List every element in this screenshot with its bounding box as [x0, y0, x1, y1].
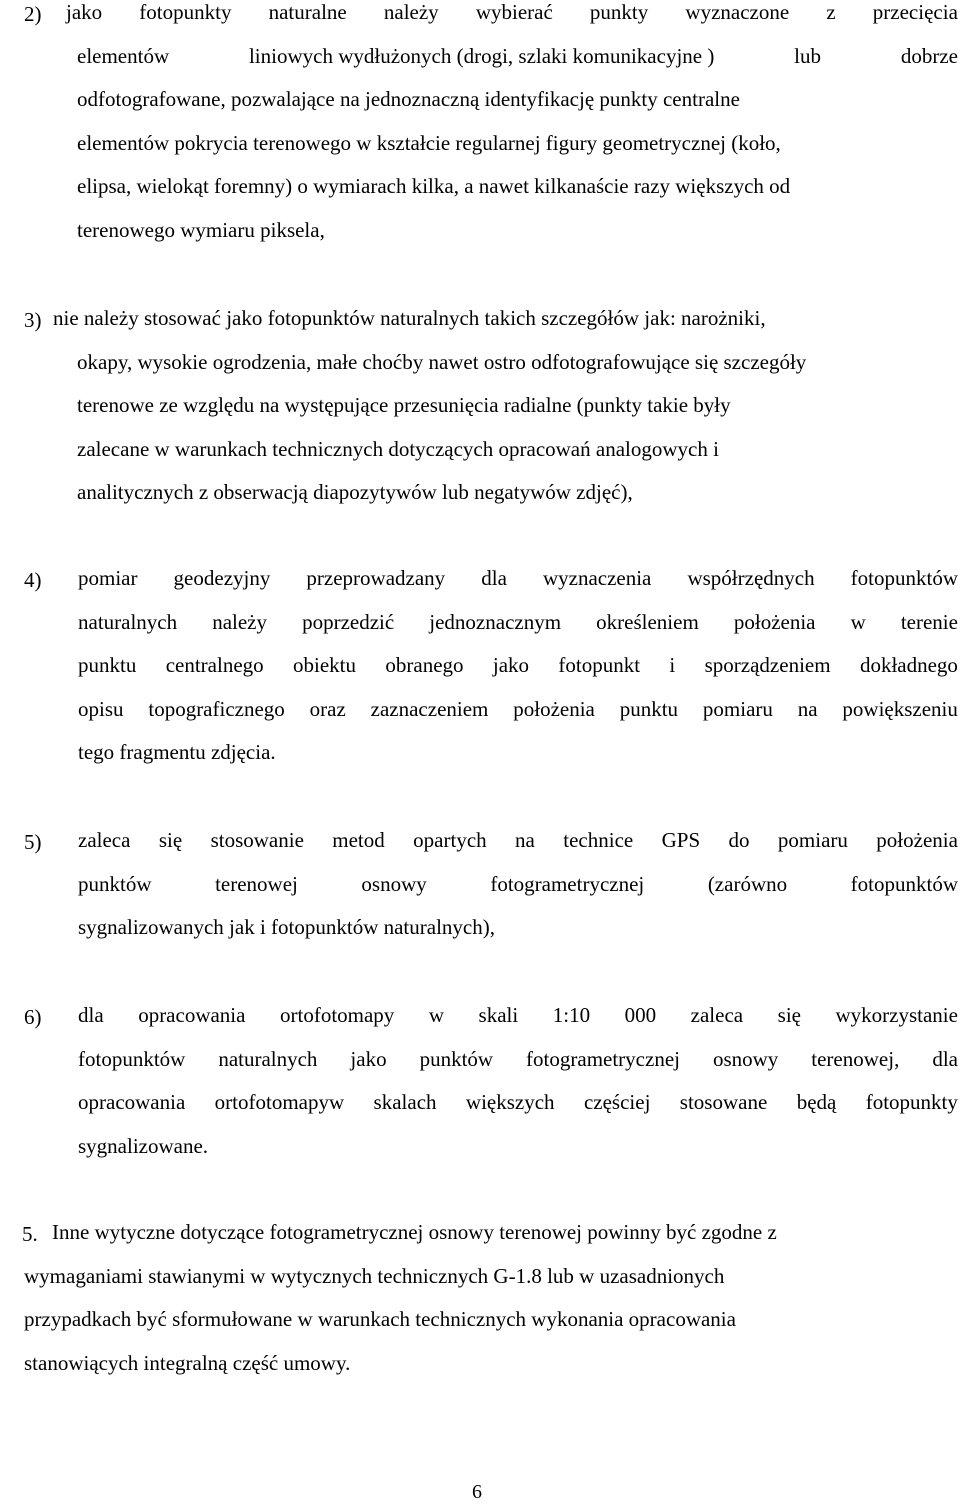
text-segment: wybierać [475, 0, 553, 24]
text-segment: punktu [619, 696, 679, 721]
text-segment: terenowe ze względu na występujące przesunięcia radialne (punkty takie były [77, 393, 731, 417]
text-line [24, 1092, 958, 1136]
text-line [24, 696, 958, 743]
text-line [24, 482, 958, 526]
text-segment: pomiaru [702, 696, 773, 721]
text-segment: zaznaczeniem [370, 696, 489, 721]
text-segment: pomiar [78, 566, 138, 590]
text-segment: elipsa, wielokąt foremny) o wymiarach kilka, a nawet kilkanaście razy większych od [77, 174, 791, 198]
list-item-number: 2) [24, 2, 42, 26]
text-segment: punkty [589, 0, 649, 24]
text-line [24, 1133, 958, 1180]
list-item-number: 4) [24, 568, 42, 592]
text-segment: i [669, 653, 676, 677]
text-segment: opracowania [78, 1090, 186, 1114]
text-segment: fotopunkty [865, 1090, 958, 1114]
text-segment: fotogrametrycznej [526, 1046, 680, 1071]
page-number: 6 [472, 1481, 482, 1503]
text-segment: fotogrametrycznej [490, 871, 645, 896]
text-segment: opracowania [138, 1003, 246, 1027]
text-segment: fotopunkty [139, 0, 232, 24]
text-segment: opisu [78, 696, 124, 721]
text-segment: oraz [309, 696, 346, 721]
text-segment: sporządzeniem [704, 653, 831, 677]
text-segment: topograficznego [148, 696, 285, 721]
text-segment: liniowych wydłużonych (drogi, szlaki komunikacyjne ) [248, 43, 715, 68]
list-item-number: 5) [24, 830, 42, 854]
text-segment: technice [563, 828, 634, 852]
text-line: stanowiących integralną część umowy. [24, 1350, 351, 1375]
text-line [24, 655, 958, 699]
text-segment: przecięcia [872, 0, 958, 24]
text-line [24, 742, 958, 786]
text-segment: elementów pokrycia terenowego w kształcie regularnej figury geometrycznej (koło, [77, 130, 781, 155]
text-segment: do [728, 828, 750, 852]
text-segment: punktów [419, 1046, 494, 1071]
text-line [24, 871, 958, 918]
text-segment: jako [350, 1046, 387, 1071]
text-line [24, 395, 958, 439]
text-line [24, 2, 958, 46]
text-line [24, 349, 958, 396]
text-segment: punktów [78, 871, 152, 896]
text-line: Inne wytyczne dotyczące fotogrametrycznej osnowy terenowej powinny być zgodne z [52, 1220, 777, 1244]
text-line: wymaganiami stawianymi w wytycznych technicznych G-1.8 lub w uzasadnionych [24, 1263, 725, 1288]
list-item [24, 1005, 958, 1179]
text-line [24, 609, 958, 656]
text-segment: stosowanie [210, 828, 304, 852]
text-segment: 000 [624, 1003, 657, 1027]
text-segment: stosowane [679, 1090, 768, 1114]
text-line [24, 436, 958, 483]
text-segment: obiektu [293, 653, 357, 677]
text-segment: na [515, 828, 535, 852]
text-segment: poprzedzić [302, 609, 395, 634]
text-segment: większych [465, 1090, 555, 1114]
text-segment: terenowej [215, 871, 298, 896]
text-segment: współrzędnych [687, 566, 815, 590]
text-segment: sygnalizowane. [78, 1133, 209, 1158]
list-item [24, 830, 958, 961]
text-segment: obranego [385, 653, 464, 677]
text-segment: fotopunktów [850, 566, 958, 590]
text-line [24, 130, 958, 177]
text-segment: lub [794, 43, 822, 68]
text-segment: osnowy [712, 1046, 779, 1071]
text-segment: GPS [661, 828, 701, 852]
list-item [24, 568, 958, 786]
text-line [24, 43, 958, 90]
text-segment: okapy, wysokie ogrodzenia, małe choćby nawet ostro odfotografowujące się szczegóły [77, 349, 807, 374]
text-segment: w [850, 609, 866, 634]
text-segment: skali [478, 1003, 519, 1027]
text-segment: zaleca [78, 828, 131, 852]
text-line [24, 568, 958, 612]
text-line [24, 917, 958, 961]
text-line [24, 217, 958, 264]
text-line [24, 830, 958, 874]
text-line [24, 89, 958, 133]
text-segment: analitycznych z obserwacją diapozytywów lub negatywów zdjęć), [77, 480, 633, 504]
text-segment: się [158, 828, 183, 852]
text-segment: fotopunkt [558, 653, 641, 677]
text-segment: fotopunktów [850, 871, 958, 896]
text-segment: ortofotomapy [280, 1003, 395, 1027]
section-5 [22, 1222, 956, 1396]
text-segment: w [428, 1003, 445, 1027]
text-segment: należy [383, 0, 439, 24]
text-line [24, 1005, 958, 1049]
text-segment: będą [796, 1090, 837, 1114]
text-segment: terenowego wymiaru piksela, [77, 217, 325, 242]
text-segment: przeprowadzany [306, 566, 446, 590]
text-segment: powiększeniu [842, 696, 958, 721]
text-line [24, 308, 958, 352]
text-segment: wyznaczone [685, 0, 790, 24]
text-segment: na [797, 696, 818, 721]
text-segment: położenia [876, 828, 958, 852]
text-segment: dla [78, 1003, 104, 1027]
text-segment: jako [66, 0, 103, 24]
text-segment: częściej [583, 1090, 651, 1114]
text-segment: naturalnych [78, 609, 178, 634]
text-segment: tego fragmentu zdjęcia. [78, 740, 276, 764]
text-segment: punktu [78, 653, 137, 677]
text-segment: 1:10 [552, 1003, 591, 1027]
text-segment: określeniem [596, 609, 699, 634]
text-segment: terenowej, [811, 1046, 900, 1071]
text-segment: nie należy stosować jako fotopunktów naturalnych takich szczegółów jak: narożniki, [53, 306, 766, 330]
text-segment: jako [492, 653, 530, 677]
text-segment: jednoznacznym [429, 609, 562, 634]
list-item [24, 2, 958, 263]
text-segment: dokładnego [859, 653, 958, 677]
text-segment: fotopunktów [78, 1046, 186, 1071]
text-segment: pomiaru [777, 828, 848, 852]
text-segment: metod [332, 828, 385, 852]
text-segment: ortofotomapyw [214, 1090, 345, 1114]
text-segment: dla [481, 566, 507, 590]
text-segment: naturalnych [218, 1046, 318, 1071]
list-item-number: 6) [24, 1005, 42, 1029]
text-segment: wykorzystanie [835, 1003, 958, 1027]
text-segment: naturalne [268, 0, 347, 24]
list-item [24, 308, 958, 526]
text-segment: dla [932, 1046, 958, 1071]
text-segment: elementów [77, 43, 170, 68]
text-segment: należy [212, 609, 267, 634]
text-segment: centralnego [165, 653, 264, 677]
text-segment: zalecane w warunkach technicznych dotyczących opracowań analogowych i [77, 436, 719, 461]
text-segment: osnowy [361, 871, 427, 896]
text-segment: odfotografowane, pozwalające na jednoznaczną identyfikację punkty centralne [77, 87, 740, 111]
text-segment: geodezyjny [173, 566, 271, 590]
text-segment: zaleca [690, 1003, 744, 1027]
text-segment: dobrze [900, 43, 958, 68]
text-line [24, 176, 958, 220]
text-line [24, 1046, 958, 1093]
text-segment: z [826, 0, 836, 24]
text-segment: terenie [900, 609, 958, 634]
text-segment: opartych [413, 828, 487, 852]
text-segment: wyznaczenia [542, 566, 652, 590]
text-segment: się [777, 1003, 801, 1027]
text-segment: (zarówno [707, 871, 788, 896]
section-number: 5. [22, 1222, 38, 1246]
text-segment: położenia [513, 696, 595, 721]
text-segment: skalach [373, 1090, 437, 1114]
text-segment: położenia [733, 609, 816, 634]
text-segment: sygnalizowanych jak i fotopunktów naturalnych), [78, 915, 495, 939]
list-item-number: 3) [24, 308, 42, 332]
text-line: przypadkach być sformułowane w warunkach technicznych wykonania opracowania [24, 1307, 736, 1331]
